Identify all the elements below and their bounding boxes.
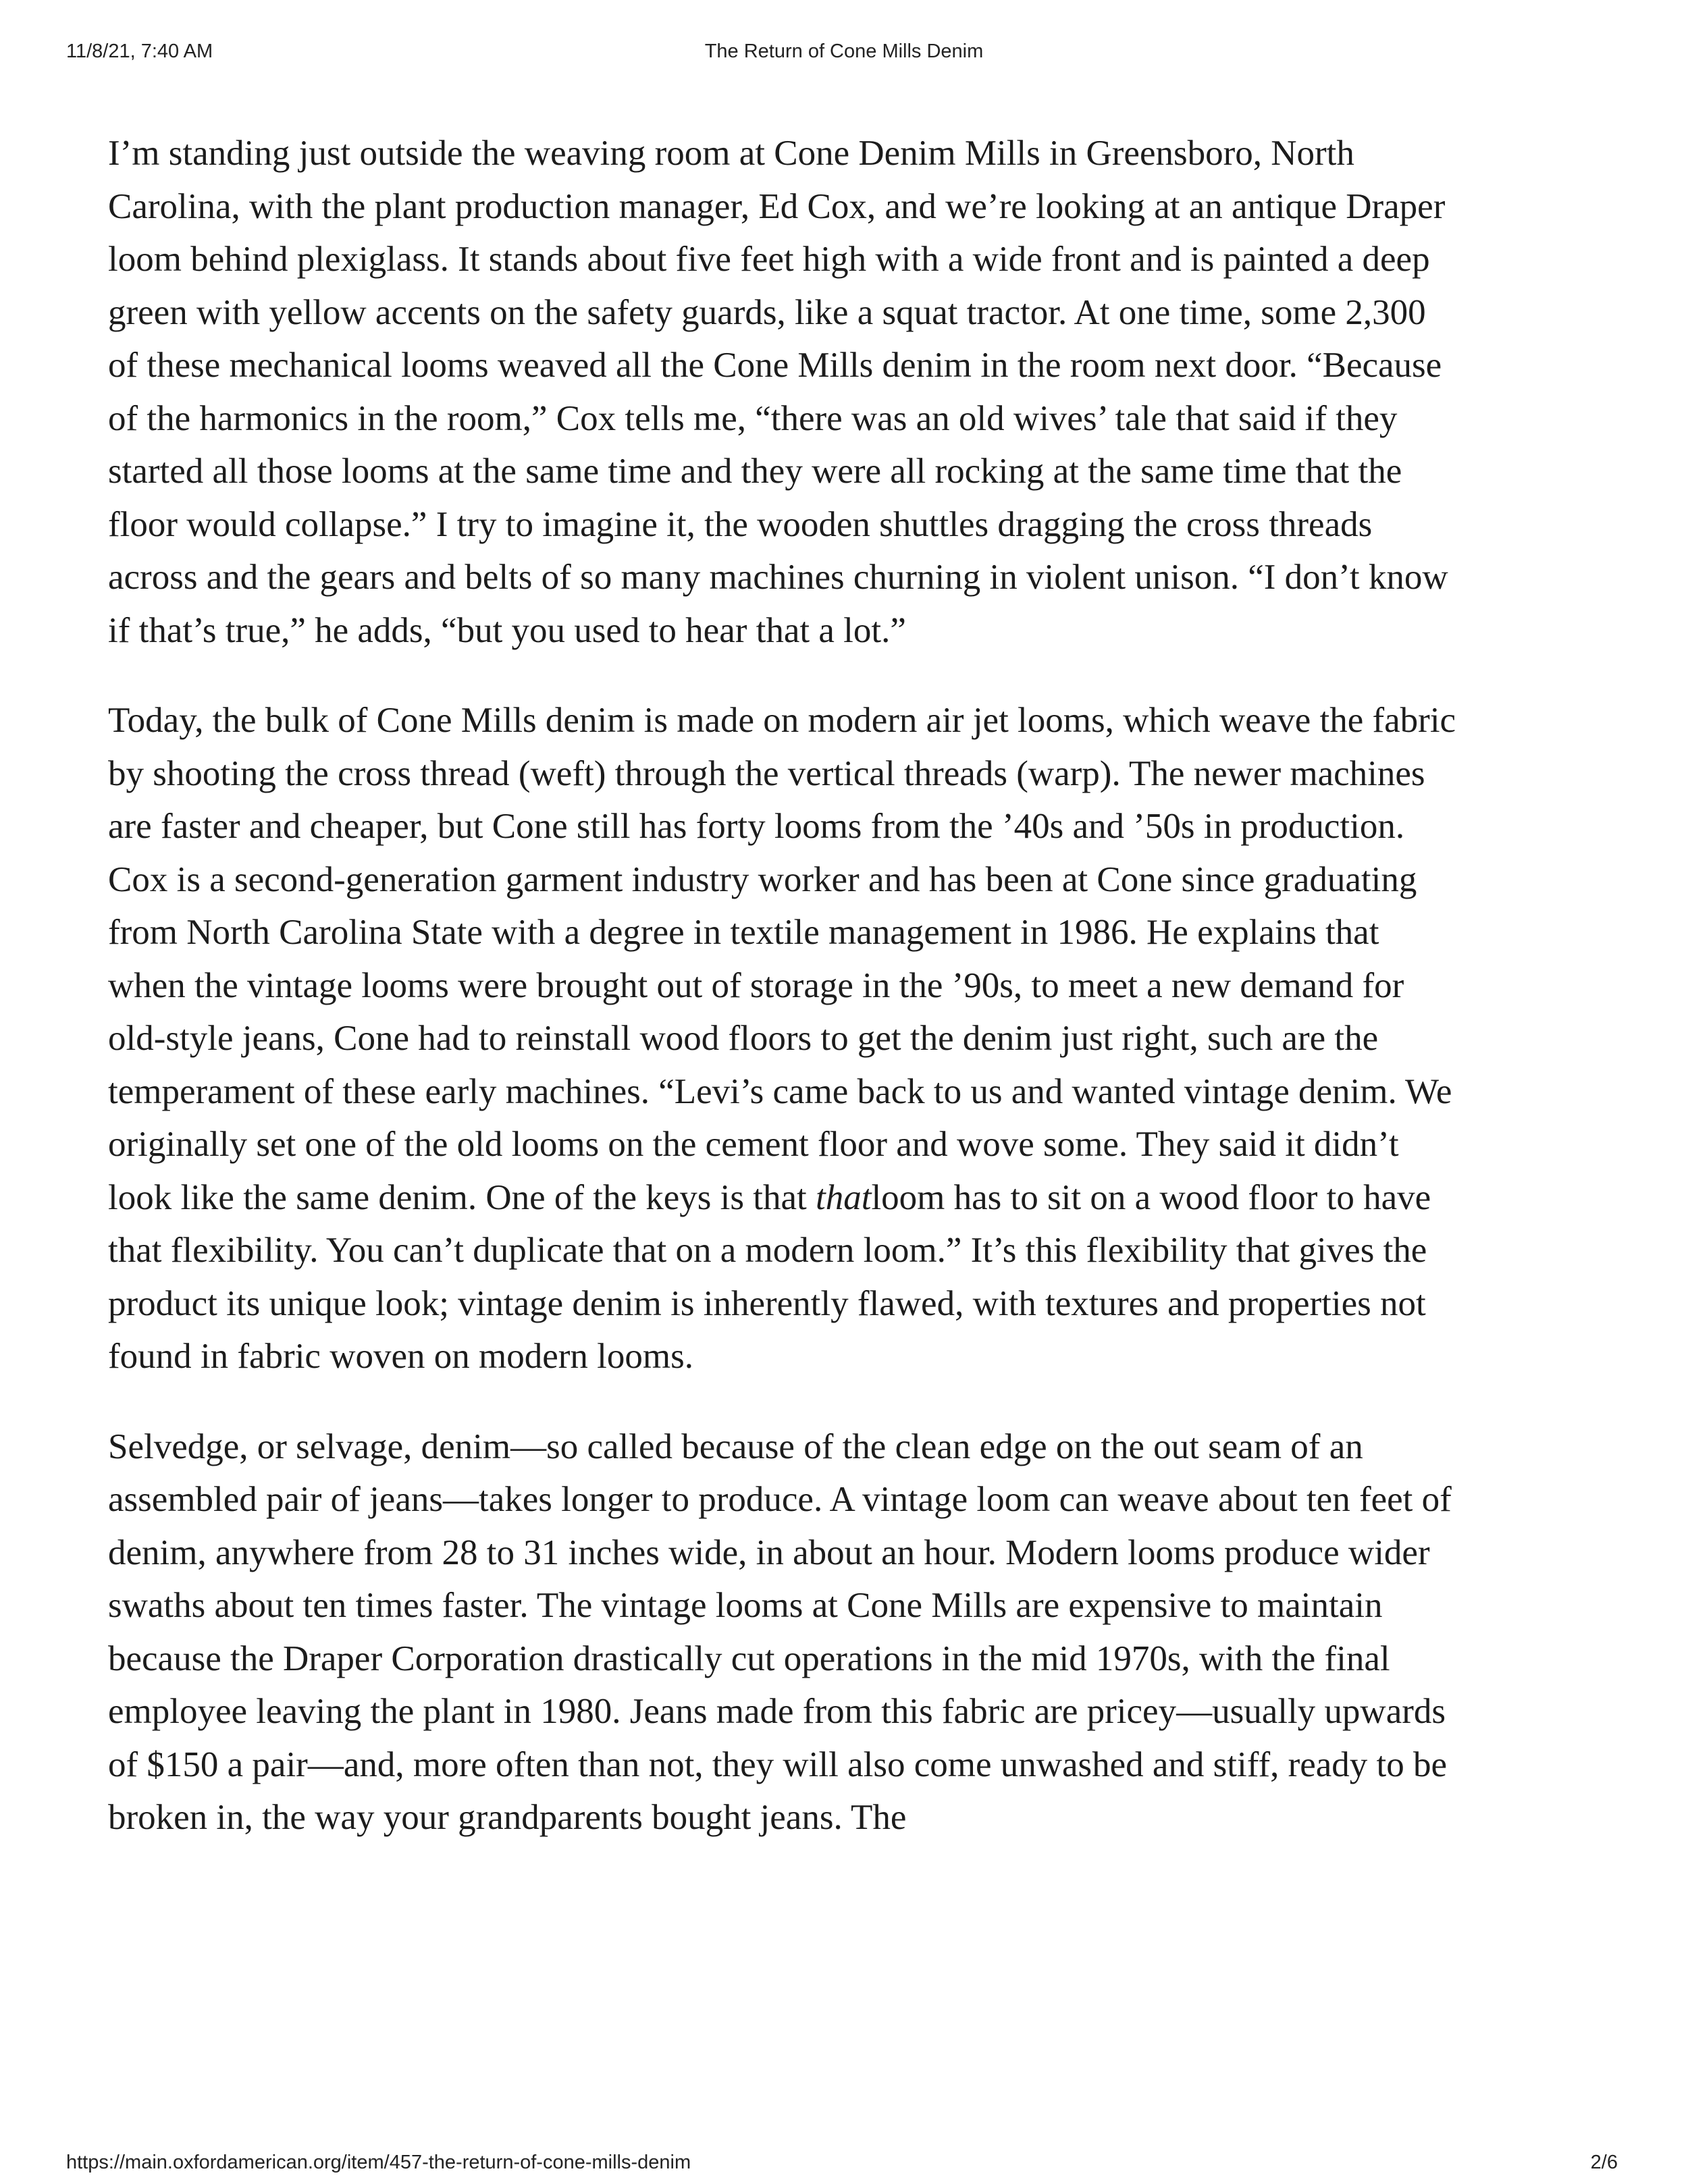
paragraph-2-text-end: loom has to sit on a wood floor to have that flexibility. You can’t duplicate that on a modern loom.” It’s this flexibility that gives the product its unique look; vintage denim is inherently flawed, with textures and properties not found in fabric woven on modern looms. [108, 1177, 1431, 1376]
print-source-url[interactable]: https://main.oxfordamerican.org/item/457-the-return-of-cone-mills-denim [66, 2152, 691, 2173]
print-page-number: 2/6 [1590, 2152, 1618, 2173]
paragraph-2-italic-word: that [816, 1177, 872, 1217]
article-body [108, 127, 1458, 1882]
article-paragraph-1: I’m standing just outside the weaving room at Cone Denim Mills in Greensboro, North Carolina, with the plant production manager, Ed Cox, and we’re looking at an antique Draper loom behind plexiglass. It stands about five feet high with a wide front and is painted a deep green with yellow accents on the safety guards, like a squat tractor. At one time, some 2,300 of these mechanical looms weaved all the Cone Mills denim in the room next door. “Because of the harmonics in the room,” Cox tells me, “there was an old wives’ tale that said if they started all those looms at the same time and they were all rocking at the same time that the floor would collapse.” I try to imagine it, the wooden shuttles dragging the cross threads across and the gears and belts of so many machines churning in violent unison. “I don’t know if that’s true,” he adds, “but you used to hear that a lot.” [108, 134, 1448, 650]
print-page-title: The Return of Cone Mills Denim [704, 41, 984, 62]
article-paragraph-2 [108, 694, 1458, 1383]
paragraph-2-text-start: Today, the bulk of Cone Mills denim is made on modern air jet looms, which weave the fabric by shooting the cross thread (weft) through the vertical threads (warp). The newer machines are faster and cheaper, but Cone still has forty looms from the ’40s and ’50s in production. Cox is a second-generation garment industry worker and has been at Cone since graduating from North Carolina State with a degree in textile management in 1986. He explains that when the vintage looms were brought out of storage in the ’90s, to meet a new demand for old-style jeans, Cone had to reinstall wood floors to get the denim just right, such are the temperament of these early machines. “Levi’s came back to us and wanted vintage denim. We originally set one of the old looms on the cement floor and wove some. They said it didn’t look like the same denim. One of the keys is that [108, 701, 1456, 1217]
print-header [0, 41, 1688, 68]
print-datetime: 11/8/21, 7:40 AM [66, 41, 213, 62]
print-footer [0, 2152, 1688, 2179]
article-paragraph-3: Selvedge, or selvage, denim—so called because of the clean edge on the out seam of an assembled pair of jeans—takes longer to produce. A vintage loom can weave about ten feet of denim, anywhere from 28 to 31 inches wide, in about an hour. Modern looms produce wider swaths about ten times faster. The vintage looms at Cone Mills are expensive to maintain because the Draper Corporation drastically cut operations in the mid 1970s, with the final employee leaving the plant in 1980. Jeans made from this fabric are pricey—usually upwards of $150 a pair—and, more often than not, they will also come unwashed and stiff, ready to be broken in, the way your grandparents bought jeans. The [108, 1427, 1452, 1837]
